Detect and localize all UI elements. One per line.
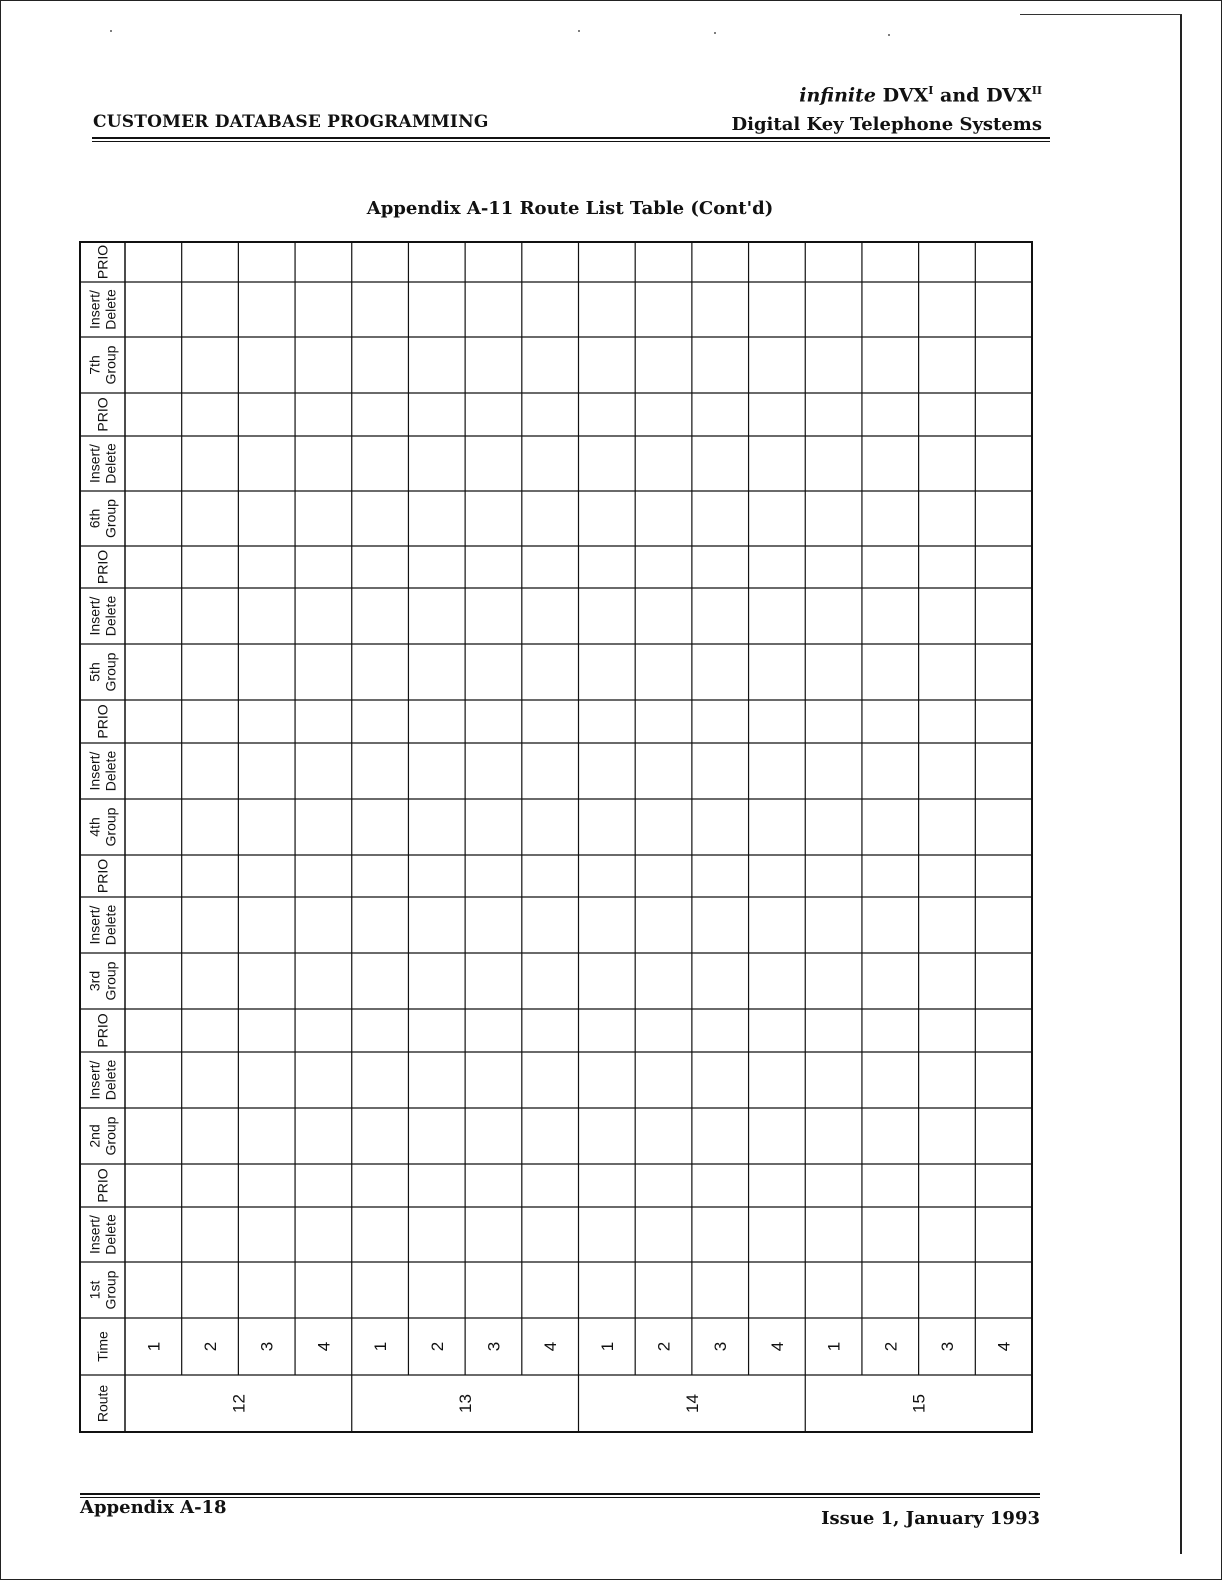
time-value: 4 bbox=[994, 1341, 1014, 1352]
column-header-label: Group bbox=[102, 961, 119, 1001]
column-header-label: 4th bbox=[86, 817, 103, 837]
column-header bbox=[87, 807, 119, 846]
column-header-label: PRIO bbox=[94, 1168, 111, 1203]
time-value: 2 bbox=[654, 1341, 674, 1352]
column-header-label: Insert/ bbox=[86, 1060, 103, 1100]
column-header-label: Delete bbox=[102, 1214, 119, 1255]
table-title: Appendix A-11 Route List Table (Cont'd) bbox=[366, 198, 774, 219]
column-header-label: Insert/ bbox=[86, 751, 103, 791]
column-header bbox=[95, 859, 111, 893]
time-value: 3 bbox=[711, 1341, 731, 1352]
time-value: 2 bbox=[201, 1341, 221, 1352]
column-header bbox=[87, 1270, 119, 1309]
column-header-label: Group bbox=[102, 1270, 119, 1310]
column-header-label: Delete bbox=[102, 750, 119, 792]
column-header bbox=[95, 245, 111, 279]
column-header bbox=[95, 1385, 111, 1423]
section-title: CUSTOMER DATABASE PROGRAMMING bbox=[93, 112, 489, 132]
issue-date: Issue 1, January 1993 bbox=[821, 1508, 1040, 1529]
column-header-label: PRIO bbox=[94, 549, 111, 585]
time-value: 1 bbox=[824, 1341, 844, 1352]
column-header bbox=[87, 289, 119, 330]
column-header-label: Group bbox=[102, 499, 119, 538]
time-value: 2 bbox=[427, 1341, 447, 1352]
column-header bbox=[95, 1013, 111, 1047]
column-header-label: 3rd bbox=[86, 970, 103, 992]
page-number: Appendix A-18 bbox=[80, 1497, 227, 1518]
column-header-label: 7th bbox=[86, 355, 103, 375]
time-value: 4 bbox=[541, 1341, 561, 1352]
time-value: 3 bbox=[484, 1341, 504, 1352]
column-header bbox=[87, 905, 119, 946]
column-header-label: PRIO bbox=[94, 704, 111, 739]
route-value: 14 bbox=[682, 1394, 702, 1413]
column-header bbox=[95, 1168, 111, 1202]
column-header-label: PRIO bbox=[94, 397, 111, 432]
column-header bbox=[87, 652, 119, 691]
product-and: and DVX bbox=[940, 84, 1032, 107]
column-header-label: Route bbox=[94, 1384, 111, 1423]
footer-rule bbox=[80, 1493, 1040, 1495]
time-value: 4 bbox=[314, 1341, 334, 1352]
column-header-label: Insert/ bbox=[86, 1215, 103, 1254]
product-sup2: II bbox=[1031, 84, 1042, 97]
column-header-label: PRIO bbox=[94, 858, 111, 894]
table-border bbox=[80, 242, 1032, 1432]
column-header-label: Delete bbox=[102, 289, 119, 330]
route-value: 12 bbox=[229, 1394, 249, 1413]
column-header-label: Insert/ bbox=[86, 905, 103, 945]
column-header-label: Delete bbox=[102, 1059, 119, 1101]
product-sup1: I bbox=[928, 84, 934, 97]
column-header-label: 2nd bbox=[86, 1124, 103, 1148]
column-header-label: Insert/ bbox=[86, 290, 103, 329]
column-header bbox=[87, 751, 119, 792]
column-header bbox=[87, 345, 119, 384]
route-value: 15 bbox=[909, 1394, 929, 1413]
column-header bbox=[87, 1116, 119, 1155]
time-value: 3 bbox=[937, 1341, 957, 1352]
time-value: 4 bbox=[767, 1341, 787, 1352]
column-header bbox=[87, 443, 119, 484]
column-header-label: PRIO bbox=[94, 1013, 111, 1048]
column-header-label: Delete bbox=[102, 443, 119, 484]
time-value: 1 bbox=[144, 1341, 164, 1352]
column-header-label: Insert/ bbox=[86, 444, 103, 483]
time-value: 3 bbox=[257, 1341, 277, 1352]
column-header bbox=[87, 596, 119, 637]
column-header bbox=[95, 397, 111, 431]
column-header-label: Group bbox=[102, 807, 119, 847]
column-header-label: PRIO bbox=[94, 244, 111, 280]
column-header bbox=[87, 1214, 119, 1255]
column-header-label: Time bbox=[94, 1331, 111, 1362]
column-header-label: 6th bbox=[86, 508, 103, 529]
column-header-label: 1st bbox=[86, 1280, 103, 1300]
column-header bbox=[95, 704, 111, 738]
time-value: 2 bbox=[881, 1341, 901, 1352]
route-value: 13 bbox=[456, 1394, 476, 1413]
column-header bbox=[87, 1060, 119, 1101]
column-header-label: Delete bbox=[102, 595, 119, 637]
column-header bbox=[87, 961, 119, 1000]
column-header-label: Insert/ bbox=[86, 596, 103, 636]
product-subtitle: Digital Key Telephone Systems bbox=[731, 114, 1042, 135]
column-header-label: Group bbox=[102, 345, 119, 385]
product-dvx1: DVX bbox=[882, 84, 929, 107]
column-header-label: Group bbox=[102, 1116, 119, 1156]
time-value: 1 bbox=[597, 1341, 617, 1352]
column-header bbox=[95, 550, 111, 584]
product-italic: infinite bbox=[799, 84, 876, 107]
column-header-label: Group bbox=[102, 652, 119, 692]
column-header bbox=[87, 499, 119, 538]
column-header-label: Delete bbox=[102, 904, 119, 946]
column-header bbox=[95, 1331, 111, 1362]
column-header-label: 5th bbox=[86, 662, 103, 682]
time-value: 1 bbox=[371, 1341, 391, 1352]
